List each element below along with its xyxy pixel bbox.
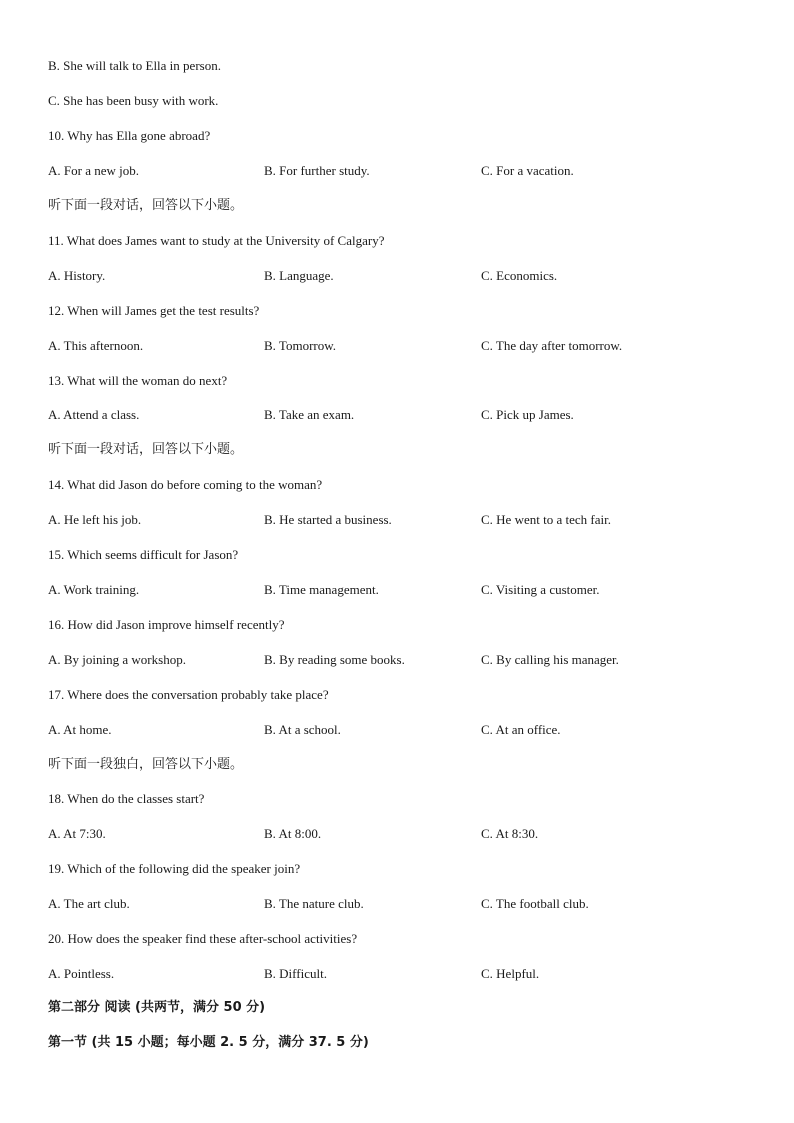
question-20-options xyxy=(48,966,748,982)
question-13-options xyxy=(48,407,748,423)
option-a: A. Pointless. xyxy=(48,966,115,981)
question-17: 17. Where does the conversation probably take place? xyxy=(48,687,329,702)
option-b: B. At 8:00. xyxy=(264,826,322,841)
question-18-options xyxy=(48,826,748,842)
option-c: C. The football club. xyxy=(481,896,589,911)
option-b: B. Difficult. xyxy=(264,966,327,981)
option-a: A. He left his job. xyxy=(48,512,142,527)
q9-option-c: C. She has been busy with work. xyxy=(48,93,219,108)
question-12-options xyxy=(48,338,748,354)
question-17-options xyxy=(48,722,748,738)
directions-3: 听下面一段独白，回答以下小题。 xyxy=(48,757,244,772)
option-b: B. Tomorrow. xyxy=(264,338,337,353)
option-b: B. For further study. xyxy=(264,163,370,178)
option-a: A. By joining a workshop. xyxy=(48,652,186,667)
option-b: B. Language. xyxy=(264,268,334,283)
option-a: A. Work training. xyxy=(48,582,140,597)
option-b: B. At a school. xyxy=(264,722,341,737)
option-c: C. By calling his manager. xyxy=(481,652,619,667)
question-10: 10. Why has Ella gone abroad? xyxy=(48,128,211,143)
option-a: A. For a new job. xyxy=(48,163,139,178)
question-20: 20. How does the speaker find these after-school activities? xyxy=(48,931,358,946)
question-12: 12. When will James get the test results? xyxy=(48,303,260,318)
question-14: 14. What did Jason do before coming to the woman? xyxy=(48,477,323,492)
option-a: A. This afternoon. xyxy=(48,338,144,353)
option-c: C. For a vacation. xyxy=(481,163,574,178)
option-c: C. Pick up James. xyxy=(481,407,574,422)
directions-1: 听下面一段对话，回答以下小题。 xyxy=(48,198,244,213)
option-b: B. He started a business. xyxy=(264,512,392,527)
option-b: B. The nature club. xyxy=(264,896,364,911)
question-11: 11. What does James want to study at the University of Calgary? xyxy=(48,233,385,248)
option-c: C. Helpful. xyxy=(481,966,540,981)
directions-2: 听下面一段对话，回答以下小题。 xyxy=(48,442,244,457)
question-15-options xyxy=(48,582,748,598)
option-b: B. By reading some books. xyxy=(264,652,405,667)
option-c: C. At an office. xyxy=(481,722,561,737)
question-19: 19. Which of the following did the speaker join? xyxy=(48,861,301,876)
question-16-options xyxy=(48,652,748,668)
question-10-options xyxy=(48,163,748,179)
part-2-heading: 第二部分 阅读 (共两节，满分 50 分) xyxy=(48,1000,266,1015)
question-19-options xyxy=(48,896,748,912)
option-c: C. He went to a tech fair. xyxy=(481,512,611,527)
option-c: C. The day after tomorrow. xyxy=(481,338,623,353)
option-c: C. Visiting a customer. xyxy=(481,582,600,597)
option-c: C. Economics. xyxy=(481,268,558,283)
question-11-options xyxy=(48,268,748,284)
option-c: C. At 8:30. xyxy=(481,826,539,841)
option-b: B. Time management. xyxy=(264,582,379,597)
question-15: 15. Which seems difficult for Jason? xyxy=(48,547,239,562)
option-b: B. Take an exam. xyxy=(264,407,355,422)
question-18: 18. When do the classes start? xyxy=(48,791,205,806)
question-14-options xyxy=(48,512,748,528)
section-1-heading: 第一节 (共 15 小题；每小题 2. 5 分，满分 37. 5 分) xyxy=(48,1035,369,1050)
option-a: A. At home. xyxy=(48,722,112,737)
question-16: 16. How did Jason improve himself recently? xyxy=(48,617,285,632)
question-13: 13. What will the woman do next? xyxy=(48,373,228,388)
option-a: A. Attend a class. xyxy=(48,407,140,422)
option-a: A. The art club. xyxy=(48,896,130,911)
option-a: A. At 7:30. xyxy=(48,826,106,841)
option-a: A. History. xyxy=(48,268,106,283)
q9-option-b: B. She will talk to Ella in person. xyxy=(48,58,221,73)
